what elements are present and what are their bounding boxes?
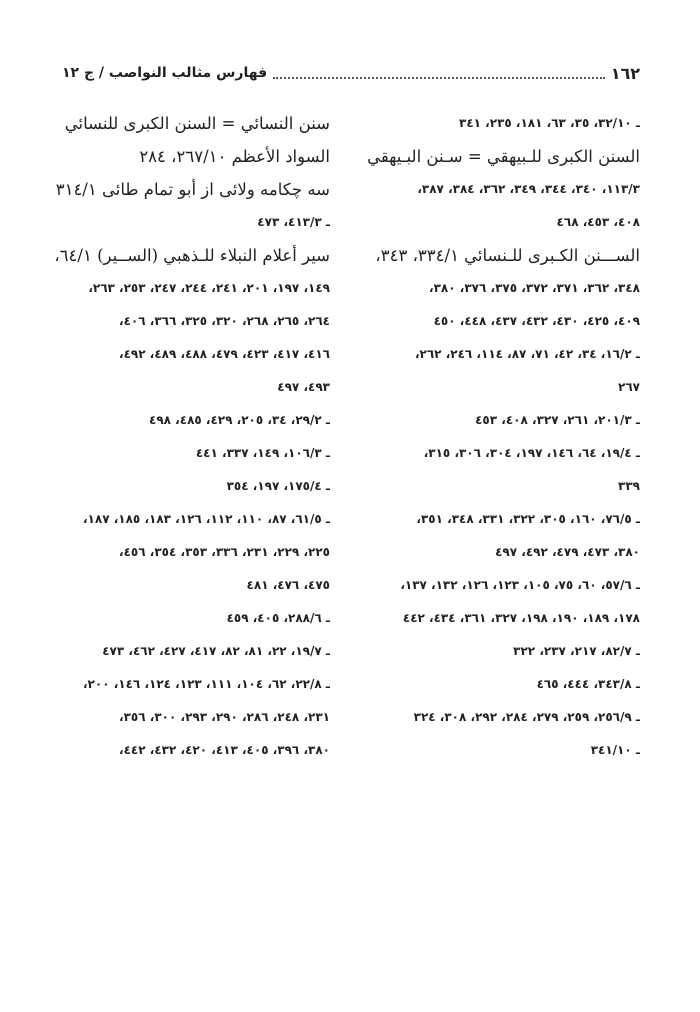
index-entry-pages: ٤٩٣، ٤٩٧ <box>277 380 330 394</box>
index-entry-pages: ـ ١٠٦/٣، ١٤٩، ٣٣٧، ٤٤١ <box>195 446 330 460</box>
index-entry-pages: ـ ١٧٥/٤، ١٩٧، ٣٥٤ <box>226 479 330 493</box>
index-entry-pages: ٤١٦، ٤١٧، ٤٢٣، ٤٧٩، ٤٨٨، ٤٨٩، ٤٩٢، <box>119 347 330 361</box>
index-entry-pages: ٣٨٠، ٣٩٦، ٤٠٥، ٤١٣، ٤٢٠، ٤٣٢، ٤٤٢، <box>119 743 330 757</box>
index-entry-pages: ٢٦٧ <box>618 380 640 394</box>
index-entry-pages: ١١٣/٣، ٣٤٠، ٣٤٤، ٣٤٩، ٣٦٢، ٣٨٤، ٣٨٧، <box>417 182 640 196</box>
index-entry-pages: ـ ٣٤١/١٠ <box>590 743 640 757</box>
index-entry-pages: ٤٠٨، ٤٥٣، ٤٦٨ <box>556 215 640 229</box>
index-entry-pages: ـ ٢٥٦/٩، ٢٥٩، ٢٧٩، ٢٨٤، ٢٩٢، ٣٠٨، ٣٢٤ <box>413 710 640 724</box>
index-entry-pages: ٣٨٠، ٤٧٣، ٤٧٩، ٤٩٢، ٤٩٧ <box>495 545 640 559</box>
page-number: ١٦٢ <box>610 63 640 83</box>
index-entry-pages: ـ ٤١٣/٣، ٤٧٣ <box>257 215 330 229</box>
index-column-left <box>35 107 330 767</box>
dotted-leader <box>273 77 605 79</box>
running-title: فهارس مثالب النواصب / ج ١٢ <box>62 65 268 81</box>
index-entry-pages: ١٤٩، ١٩٧، ٢٠١، ٢٤١، ٢٤٤، ٢٤٧، ٢٥٣، ٢٦٣، <box>88 281 330 295</box>
index-entry-pages: ـ ٢٨٨/٦، ٤٠٥، ٤٥٩ <box>226 611 330 625</box>
index-entry-title: الســـنن الكـبرى للـنسائي ٣٣٤/١، ٣٤٣، <box>375 246 640 265</box>
index-entry-pages: ـ ٢٠١/٣، ٢٦١، ٣٢٧، ٤٠٨، ٤٥٣ <box>475 413 640 427</box>
index-entry-title: سنن النسائي = السنن الكبرى للنسائي <box>64 114 330 133</box>
index-entry-pages: ـ ٢٩/٢، ٣٤، ٢٠٥، ٤٢٩، ٤٨٥، ٤٩٨ <box>149 413 330 427</box>
index-entry-pages: ـ ١٩/٤، ٦٤، ١٤٦، ١٩٧، ٣٠٤، ٣٠٦، ٣١٥، <box>423 446 640 460</box>
index-entry-pages: ٢٢٥، ٢٢٩، ٢٣١، ٣٣٦، ٣٥٣، ٣٥٤، ٤٥٦، <box>119 545 330 559</box>
index-entry-title: السنن الكبرى للـبيهقي = سـنن البـيهقي <box>367 147 640 166</box>
index-entry-pages: ـ ٦١/٥، ٨٧، ١١٠، ١١٢، ١٢٦، ١٨٣، ١٨٥، ١٨٧، <box>82 512 330 526</box>
index-entry-pages: ـ ٥٧/٦، ٦٠، ٧٥، ١٠٥، ١٢٣، ١٢٦، ١٣٢، ١٣٧، <box>400 578 640 592</box>
index-entry-pages: ٢٣١، ٢٤٨، ٢٨٦، ٢٩٠، ٢٩٣، ٣٠٠، ٣٥٦، <box>119 710 330 724</box>
index-entry-title: سه چكامه ولائى از أبو تمام طائى ٣١٤/١ <box>55 180 330 199</box>
index-entry-pages: ١٧٨، ١٨٩، ١٩٠، ١٩٨، ٣٢٧، ٣٦١، ٤٣٤، ٤٤٢ <box>402 611 640 625</box>
index-entry-title: سير أعلام النبلاء للـذهبي (الســير) ٦٤/١، <box>54 246 330 265</box>
index-entry-pages: ـ ٣٢/١٠، ٣٥، ٦٣، ١٨١، ٢٣٥، ٣٤١ <box>459 116 640 130</box>
index-entry-pages: ٣٣٩ <box>618 479 640 493</box>
index-entry-pages: ٤٧٥، ٤٧٦، ٤٨١ <box>246 578 330 592</box>
page-header <box>62 58 640 88</box>
index-entry-pages: ٤٠٩، ٤٢٥، ٤٣٠، ٤٣٢، ٤٣٧، ٤٤٨، ٤٥٠ <box>433 314 640 328</box>
index-entry-pages: ـ ٧٦/٥، ١٦٠، ٣٠٥، ٣٢٢، ٣٣١، ٣٤٨، ٣٥١، <box>416 512 640 526</box>
index-entry-pages: ـ ١٩/٧، ٢٢، ٨١، ٨٢، ٤١٧، ٤٢٧، ٤٦٢، ٤٧٣ <box>102 644 330 658</box>
index-entry-pages: ٣٤٨، ٣٦٢، ٣٧١، ٣٧٢، ٣٧٥، ٣٧٦، ٣٨٠، <box>429 281 640 295</box>
index-entry-pages: ـ ٢٢/٨، ٦٢، ١٠٤، ١١١، ١٢٣، ١٢٤، ١٤٦، ٢٠٠، <box>82 677 330 691</box>
index-entry-title: السواد الأعظم ٢٦٧/١٠، ٢٨٤ <box>139 147 330 166</box>
index-column-right <box>350 107 640 767</box>
index-entry-pages: ـ ٣٤٣/٨، ٤٤٤، ٤٦٥ <box>536 677 640 691</box>
index-entry-pages: ـ ٨٢/٧، ٢١٧، ٢٣٧، ٣٢٢ <box>513 644 640 658</box>
index-entry-pages: ـ ١٦/٢، ٣٤، ٤٢، ٧١، ٨٧، ١١٤، ٢٤٦، ٢٦٢، <box>414 347 640 361</box>
index-entry-pages: ٢٦٤، ٢٦٥، ٢٦٨، ٣٢٠، ٣٢٥، ٣٦٦، ٤٠٦، <box>119 314 330 328</box>
